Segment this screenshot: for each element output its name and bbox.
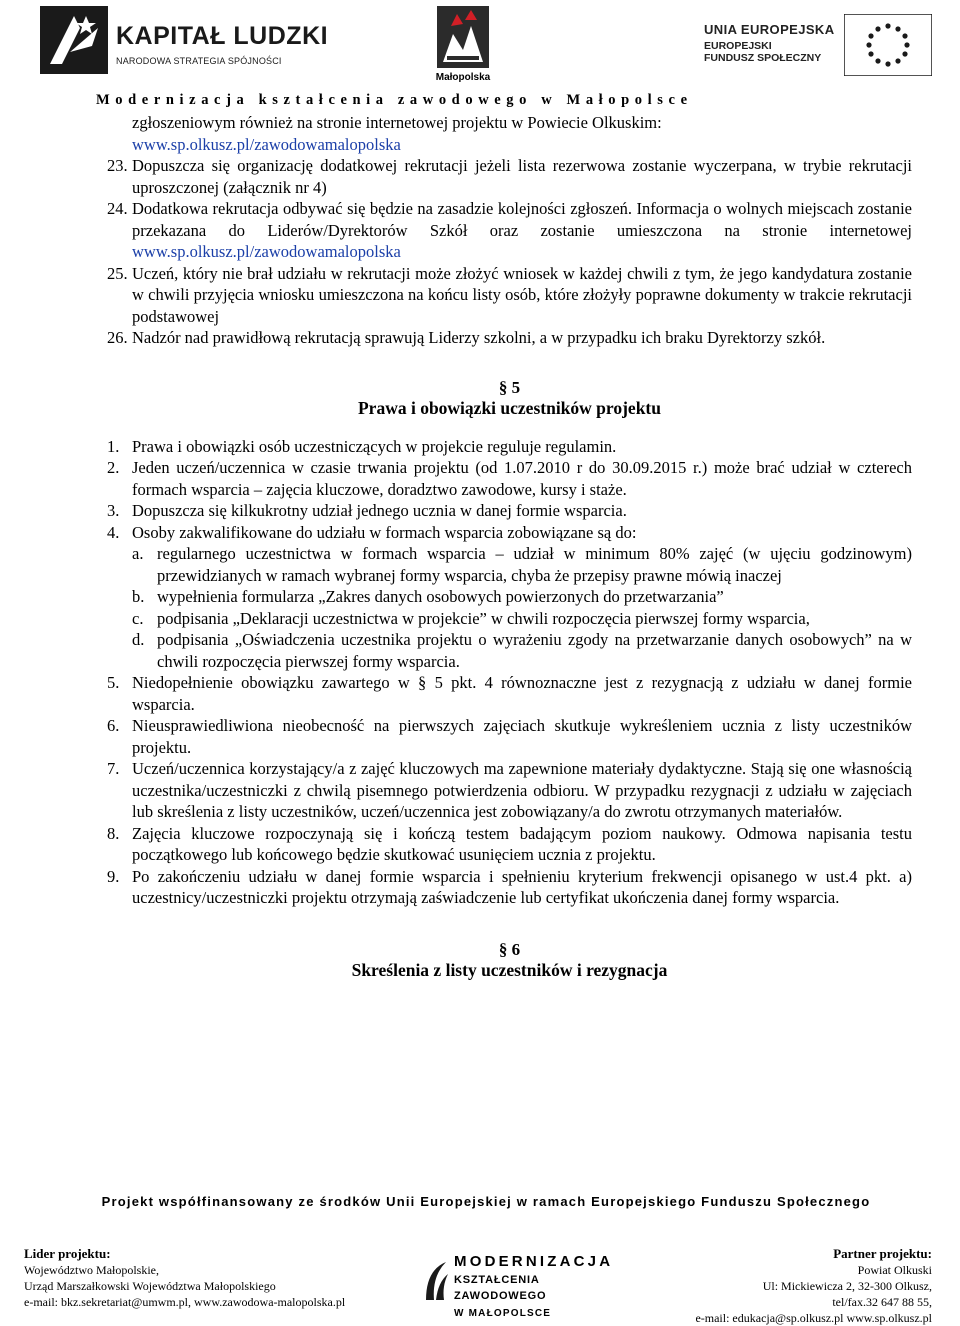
subitem-text: podpisania „Deklaracji uczestnictwa w projekcie” w chwili rozpoczęcia pierwszej formy wsparcia, — [157, 608, 810, 628]
paragraph-text: Dopuszcza się organizację dodatkowej rekrutacji jeżeli lista rezerwowa zostanie wyczerpana, w trybie rekrutacji uproszczonej (załącznik nr 4) — [132, 156, 912, 197]
item-text: Zajęcia kluczowe rozpoczynają się i kończą testem badającym poziom naukowy. Odmowa napisania testu początkowego lub końcowego będzie skutkować usunięciem ucznia z projektu. — [132, 823, 912, 864]
subitem-letter: d. — [132, 630, 145, 649]
modernizacja-line-2: KSZTAŁCENIA ZAWODOWEGO — [454, 1274, 547, 1302]
subitem-text: wypełnienia formularza „Zakres danych osobowych powierzonych do przetwarzania” — [157, 587, 724, 606]
item-number: 3. — [107, 501, 120, 520]
section-5-heading — [107, 377, 912, 420]
partner-heading: Partner projektu: — [833, 1246, 932, 1261]
malopolska-emblem-icon — [413, 4, 513, 70]
kapital-ludzki-title: KAPITAŁ LUDZKI — [116, 22, 329, 50]
item-4 — [107, 522, 912, 544]
subitem-letter: b. — [132, 587, 145, 606]
eu-logo — [694, 12, 934, 82]
eu-line-1: UNIA EUROPEJSKA — [704, 22, 835, 37]
kapital-ludzki-logo — [40, 6, 329, 81]
lead-partner-line-1: Województwo Małopolskie, — [24, 1263, 160, 1277]
eu-text — [704, 22, 834, 64]
lead-partner-heading: Lider projektu: — [24, 1246, 111, 1261]
item-number: 2. — [107, 458, 120, 477]
paragraph-number: 25. — [107, 263, 128, 283]
item-number: 4. — [107, 522, 120, 542]
item-6 — [107, 715, 912, 758]
project-tagline: Modernizacja kształcenia zawodowego w Małopolsce — [96, 92, 693, 108]
modernizacja-line-3: W MAŁOPOLSCE — [454, 1308, 552, 1319]
project-website-link[interactable]: www.sp.olkusz.pl/zawodowamalopolska — [132, 134, 401, 154]
lead-partner-line-2: Urząd Marszałkowski Województwa Małopolskiego — [24, 1279, 276, 1293]
item-1 — [107, 436, 912, 458]
page-footer — [0, 1240, 960, 1325]
modernizacja-line-1: MODERNIZACJA — [454, 1253, 614, 1270]
partner-contact[interactable]: e-mail: edukacja@sp.olkusz.pl www.sp.olkusz.pl — [695, 1311, 932, 1325]
lead-partner-info — [24, 1246, 345, 1310]
paragraph-text: Uczeń, który nie brał udziału w rekrutacji może złożyć wniosek w każdej chwili z tym, że jego kandydatura zostanie w chwili przyjęcia wniosku umieszczona na końcu listy osób, które złożyły poprawne dokumenty w trakcie rekrutacji podstawowej — [132, 263, 912, 326]
kapital-ludzki-emblem-icon — [40, 6, 108, 74]
modernizacja-logo — [422, 1253, 614, 1319]
paragraph-text: zgłoszeniowym również na stronie internetowej projektu w Powiecie Olkuskim: — [132, 113, 662, 132]
partner-line-1: Powiat Olkuski — [857, 1263, 932, 1277]
eu-line-3: FUNDUSZ SPOŁECZNY — [704, 52, 822, 64]
item-text: Uczeń/uczennica korzystający/a z zajęć kluczowych ma zapewnione materiały dydaktyczne. Stają się one własnością uczestnika/uczestniczki z chwilą pisemnego potwierdzenia odbioru. W przypadku rezygnacji z udziału w zajęciach lub skreślenia z listy uczestników, uczeń/uczennica jest zobowiązany/a do zwrotu otrzymanych materiałów. — [132, 759, 912, 821]
paragraph-number: 26. — [107, 328, 128, 347]
item-number: 6. — [107, 716, 120, 735]
paragraph-text: Nadzór nad prawidłową rekrutacją sprawują Liderzy szkolni, a w przypadku ich braku Dyrektorzy szkół. — [132, 328, 826, 347]
item-number: 9. — [107, 866, 120, 886]
lead-partner-contact[interactable]: e-mail: bkz.sekretariat@umwm.pl, www.zawodowa-malopolska.pl — [24, 1295, 346, 1309]
item-text: Dopuszcza się kilkukrotny udział jednego ucznia w danej formie wsparcia. — [132, 501, 627, 520]
section-title: Prawa i obowiązki uczestników projektu — [357, 398, 661, 418]
paragraph-22-continuation — [107, 112, 912, 155]
section-6-heading — [107, 939, 912, 982]
paragraph-23 — [107, 155, 912, 198]
partner-line-2: Ul: Mickiewicza 2, 32-300 Olkusz, — [762, 1279, 932, 1293]
modernizacja-emblem-icon — [422, 1256, 450, 1306]
paragraph-25 — [107, 263, 912, 328]
malopolska-label: Małopolska — [435, 72, 491, 83]
subitem-d — [132, 629, 912, 672]
item-text: Po zakończeniu udziału w danej formie wsparcia i spełnieniu kryterium frekwencji opisanego w ust.4 pkt. a) uczestnicy/uczestniczki projektu otrzymają zaświadczenie lub certyfikat ukończenia danej formy wsparcia. — [132, 866, 912, 907]
section-title: Skreślenia z listy uczestników i rezygnacja — [351, 960, 668, 980]
project-website-link[interactable]: www.sp.olkusz.pl/zawodowamalopolska — [132, 242, 401, 261]
item-text: Prawa i obowiązki osób uczestniczących w projekcie reguluje regulamin. — [132, 436, 617, 456]
item-number: 5. — [107, 673, 120, 692]
item-2 — [107, 457, 912, 500]
subitem-text: podpisania „Oświadczenia uczestnika projektu o wyrażeniu zgody na przetwarzanie danych osobowych” na w chwili rozpoczęcia pierwszej formy wsparcia. — [157, 630, 912, 671]
header-logos — [0, 0, 960, 92]
document-body — [107, 112, 912, 982]
paragraph-text: Dodatkowa rekrutacja odbywać się będzie na zasadzie kolejności zgłoszeń. Informacja o wolnych miejscach zostanie przekazana do Liderów/Dyrektorów Szkół oraz zostanie umieszczona na stronie internetowej — [132, 199, 912, 240]
subitem-letter: c. — [132, 608, 144, 628]
item-text: Niedopełnienie obowiązku zawartego w § 5 pkt. 4 równoznaczne jest z rezygnacją z udziału w danej formie wsparcia. — [132, 673, 912, 714]
subitem-text: regularnego uczestnictwa w formach wsparcia – udział w minimum 80% zajęć (w ujęciu godzinowym) przewidzianych w ramach wybranej formy wsparcia, chyba że przepisy prawne mówią inaczej — [157, 544, 912, 585]
malopolska-logo — [413, 4, 513, 88]
section-number: § 5 — [498, 377, 521, 397]
item-number: 7. — [107, 759, 120, 778]
item-8 — [107, 823, 912, 866]
paragraph-24 — [107, 198, 912, 263]
item-text: Osoby zakwalifikowane do udziału w formach wsparcia zobowiązane są do: — [132, 522, 637, 542]
item-number: 8. — [107, 823, 120, 843]
subitem-b — [132, 586, 912, 608]
paragraph-26 — [107, 327, 912, 349]
modernizacja-logo-text — [454, 1254, 613, 1322]
eu-line-2: EUROPEJSKI — [704, 40, 772, 52]
subitem-a — [132, 543, 912, 586]
item-text: Jeden uczeń/uczennica w czasie trwania projektu (od 1.07.2010 r do 30.09.2015 r.) może brać udział w czterech formach wsparcia – zajęcia kluczowe, doradztwo zawodowe, kursy i staże. — [132, 458, 912, 499]
item-5 — [107, 672, 912, 715]
cofinance-notice: Projekt współfinansowany ze środków Unii Europejskiej w ramach Europejskiego Funduszu Społecznego — [101, 1194, 871, 1209]
item-9 — [107, 866, 912, 909]
item-number: 1. — [107, 436, 120, 456]
kapital-ludzki-subtitle: NARODOWA STRATEGIA SPÓJNOŚCI — [116, 56, 282, 66]
section-number: § 6 — [498, 939, 521, 959]
item-text: Nieusprawiedliwiona nieobecność na pierwszych zajęciach skutkuje wykreśleniem ucznia z listy uczestników projektu. — [132, 716, 912, 757]
partner-line-3: tel/fax.32 647 88 55, — [832, 1295, 932, 1309]
paragraph-number: 24. — [107, 199, 128, 218]
item-3 — [107, 500, 912, 522]
paragraph-number: 23. — [107, 156, 128, 175]
subitem-letter: a. — [132, 544, 144, 563]
partner-info — [695, 1246, 932, 1326]
eu-flag-icon — [844, 14, 932, 76]
subitem-c — [132, 608, 912, 630]
item-7 — [107, 758, 912, 823]
